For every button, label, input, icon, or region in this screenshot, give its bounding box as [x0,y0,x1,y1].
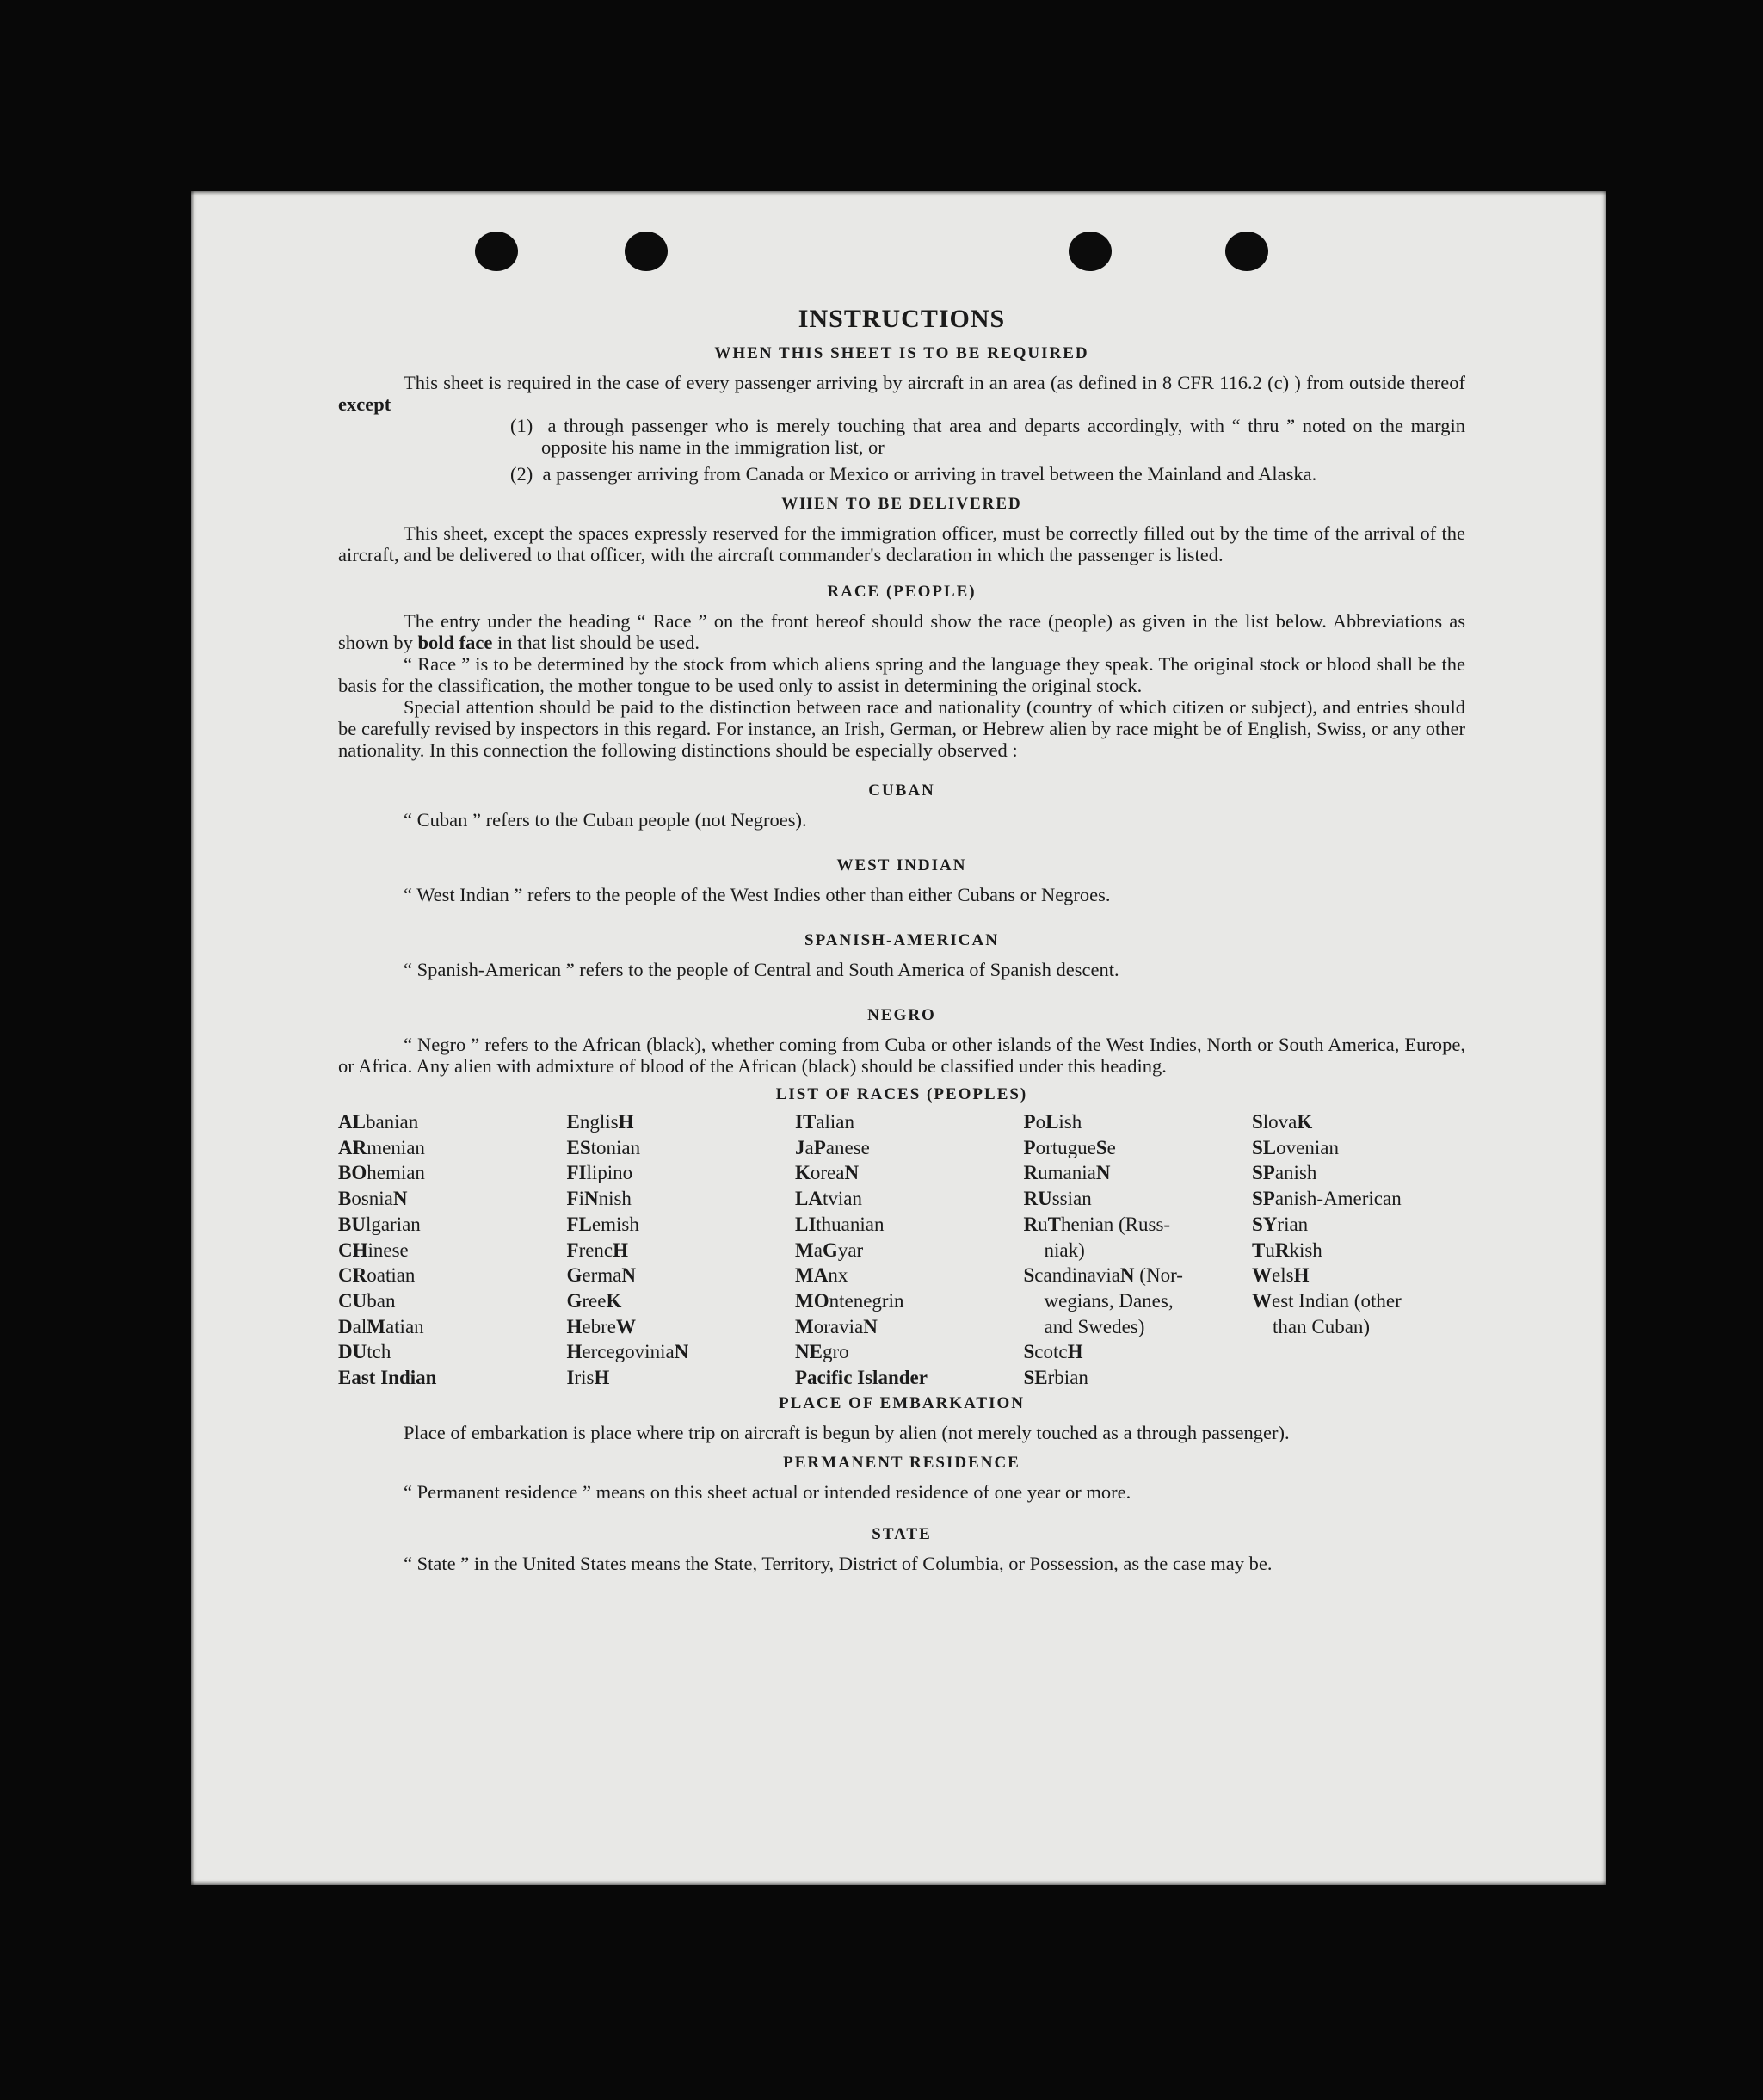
race-entry: CUban [338,1289,396,1312]
heading-negro: NEGRO [867,1006,936,1024]
permanent-residence-text: “ Permanent residence ” means on this sheet actual or intended residence of one year or more. [404,1480,1131,1503]
race-entry: LIthuanian [795,1213,885,1235]
race-entry: ALbanian [338,1111,419,1133]
race-entry: BOhemian [338,1162,425,1184]
race-entry: wegians, Danes, [1044,1289,1174,1312]
race-entry: niak) [1044,1238,1085,1261]
exception-item: (2) a passenger arriving from Canada or Mexico or arriving in travel between the Mainland and Alaska. [510,463,1317,485]
punch-hole [475,232,518,271]
heading-race: RACE (PEOPLE) [827,583,977,601]
race-entry: SErbian [1023,1367,1088,1389]
race-entry: JaPanese [795,1136,870,1158]
race-paragraph-1: The entry under the heading “ Race ” on the front hereof should show the race (people) as given in the list below. Abbreviations as shown by bold face in that list should be used. [338,610,1465,653]
heading-list-of-races: LIST OF RACES (PEOPLES) [775,1085,1028,1103]
race-entry: MAnx [795,1264,848,1287]
races-column [1252,1109,1465,1391]
race-entry: EnglisH [566,1111,634,1133]
heading-permanent-residence: PERMANENT RESIDENCE [783,1453,1020,1472]
race-entry: IrisH [566,1367,610,1389]
races-column [795,1109,1008,1391]
negro-text: “ Negro ” refers to the African (black), whether coming from Cuba or other islands of the West Indies, North or South America, Europe, or Africa. Any alien with admixture of blood of the African (black) should be classified under this heading. [338,1034,1465,1077]
race-entry: EStonian [566,1136,641,1158]
when-required-text: This sheet is required in the case of every passenger arriving by aircraft in an area (as defined in 8 CFR 116.2 (c) ) from outside thereof except [338,372,1465,415]
races-list [338,1109,1465,1391]
race-entry: RUssian [1023,1188,1092,1210]
race-entry: MoraviaN [795,1315,878,1337]
race-entry: FLemish [566,1213,639,1235]
heading-state: STATE [872,1524,932,1543]
race-entry: CHinese [338,1238,409,1261]
page-title: INSTRUCTIONS [798,305,1006,333]
race-entry: PoLish [1023,1111,1082,1133]
race-entry: GermaN [566,1264,636,1287]
cuban-text: “ Cuban ” refers to the Cuban people (not Negroes). [404,809,807,831]
when-delivered-text: This sheet, except the spaces expressly reserved for the immigration officer, must be correctly filled out by the time of the arrival of the aircraft, and be delivered to that officer, with the aircraft commander's declaration in which the passenger is listed. [338,522,1465,565]
heading-west-indian: WEST INDIAN [836,856,967,874]
spanish-american-text: “ Spanish-American ” refers to the people of Central and South America of Spanish descent. [404,959,1119,980]
race-entry: PortugueSe [1023,1136,1116,1158]
race-entry: SYrian [1252,1213,1309,1235]
race-entry: SPanish [1252,1162,1317,1184]
race-entry: RuThenian (Russ- [1023,1213,1171,1235]
race-entry: HebreW [566,1315,636,1337]
race-entry: SPanish-American [1252,1188,1402,1210]
heading-when-required: WHEN THIS SHEET IS TO BE REQUIRED [714,344,1089,362]
race-entry: CRoatian [338,1264,416,1287]
punch-hole [1069,232,1112,271]
race-entry: RumaniaN [1023,1162,1111,1184]
race-entry: DUtch [338,1341,391,1363]
race-paragraph-3: Special attention should be paid to the distinction between race and nationality (country of which citizen or subject), and entries should be carefully revised by inspectors in this regard. For instance, an Irish, German, or Hebrew alien by race might be of English, Swiss, or any other nationality. In this connection the following distinctions should be especially observed : [338,696,1465,761]
race-entry: East Indian [338,1367,437,1389]
race-entry: HercegoviniaN [566,1341,689,1363]
race-entry: ITalian [795,1111,854,1133]
exception-item: (1) a through passenger who is merely touching that area and departs accordingly, with “ thru ” noted on the margin opposite his name in the immigration list, or [510,415,1466,458]
races-column [338,1109,552,1391]
race-entry: ARmenian [338,1136,425,1158]
race-entry: ScotcH [1023,1341,1083,1363]
race-entry: SLovenian [1252,1136,1339,1158]
punch-hole [625,232,668,271]
race-entry: ScandinaviaN (Nor- [1023,1264,1183,1287]
race-entry: BosniaN [338,1188,408,1210]
document-sheet [191,191,1606,1885]
instructions-content [338,305,1465,1574]
race-entry: BUlgarian [338,1213,421,1235]
heading-cuban: CUBAN [868,781,935,800]
race-entry: WelsH [1252,1264,1310,1287]
race-entry: GreeK [566,1289,622,1312]
race-entry: FrencH [566,1238,629,1261]
race-entry: than Cuban) [1273,1315,1371,1337]
race-entry: Pacific Islander [795,1367,928,1389]
west-indian-text: “ West Indian ” refers to the people of the West Indies other than either Cubans or Negroes. [404,884,1111,905]
race-entry: MOntenegrin [795,1289,904,1312]
race-entry: TuRkish [1252,1238,1322,1261]
heading-place-of-embarkation: PLACE OF EMBARKATION [779,1393,1025,1412]
heading-when-delivered: WHEN TO BE DELIVERED [781,495,1022,513]
heading-spanish-american: SPANISH-AMERICAN [804,931,999,949]
race-entry: West Indian (other [1252,1289,1402,1312]
race-entry: MaGyar [795,1238,864,1261]
state-text: “ State ” in the United States means the State, Territory, District of Columbia, or Possession, as the case may be. [404,1552,1273,1574]
race-entry: LAtvian [795,1188,862,1210]
punch-hole [1225,232,1268,271]
race-entry: FiNnish [566,1188,632,1210]
place-of-embarkation-text: Place of embarkation is place where trip on aircraft is begun by alien (not merely touched as a through passenger). [404,1421,1290,1443]
race-entry: SlovaK [1252,1111,1313,1133]
race-paragraph-2: “ Race ” is to be determined by the stock from which aliens spring and the language they speak. The original stock or blood shall be the basis for the classification, the mother tongue to be used only to assist in determining the original stock. [338,653,1465,696]
race-entry: NEgro [795,1341,849,1363]
race-entry: and Swedes) [1044,1315,1145,1337]
race-entry: KoreaN [795,1162,860,1184]
race-entry: FIlipino [566,1162,633,1184]
race-entry: DalMatian [338,1315,424,1337]
races-column [567,1109,780,1391]
races-column [1024,1109,1237,1391]
